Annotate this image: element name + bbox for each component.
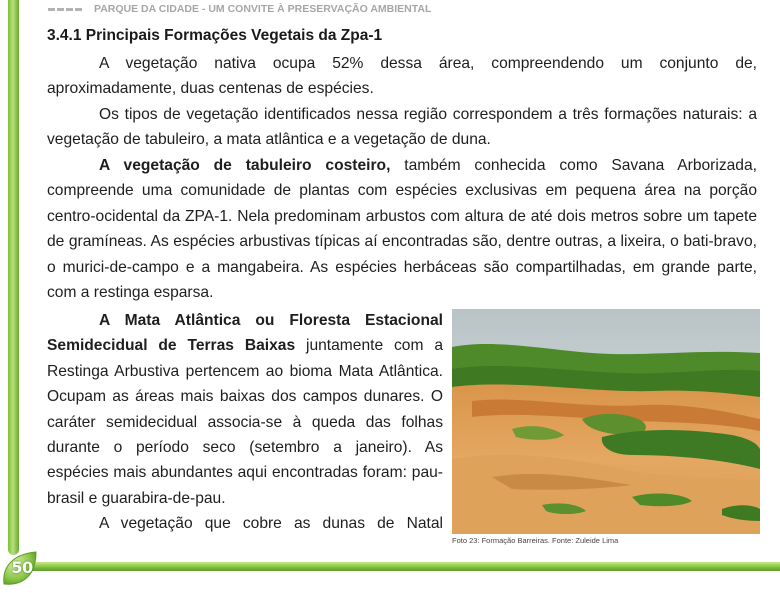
page-number: 50 <box>11 558 33 577</box>
paragraph-dunas: A vegetação que cobre as dunas de Natal <box>99 515 443 532</box>
running-header <box>48 3 431 15</box>
section-title: 3.4.1 Principais Formações Vegetais da Zpa-1 <box>47 27 383 44</box>
bottom-decorative-bar <box>12 562 780 571</box>
mata-atlantica-text: juntamente com a Restinga Arbustiva pertencem ao bioma Mata Atlântica. Ocupam as áreas mais baixas dos campos dunares. O caráter semidecidual associa-se à queda das folhas durante o período seco (setembro a janeiro). As espécies mais abundantes aqui encontradas foram: pau-brasil e guarabira-de-pau. <box>47 337 443 507</box>
running-title: PARQUE DA CIDADE - UM CONVITE À PRESERVAÇÃO AMBIENTAL <box>94 3 432 15</box>
paragraph-native-vegetation: A vegetação nativa ocupa 52% dessa área, compreendendo um conjunto de, aproximadamente, duas centenas de espécies. <box>47 55 757 98</box>
mata-atlantica-term: A Mata Atlântica ou Floresta Estacional Semidecidual de Terras Baixas <box>47 312 443 355</box>
tabuleiro-term: A vegetação de tabuleiro costeiro, <box>99 157 391 174</box>
paragraph-vegetation-types: Os tipos de vegetação identificados nessa região correspondem a três formações naturais: a vegetação de tabuleiro, a mata atlântica e a vegetação de duna. <box>47 106 757 149</box>
photo-caption: Foto 23: Formação Barreiras. Fonte: Zuleide Lima <box>452 536 619 545</box>
paragraph-tabuleiro <box>47 153 757 305</box>
header-dashes <box>48 8 82 11</box>
paragraph-mata-atlantica <box>47 308 443 511</box>
left-decorative-bar <box>8 0 19 555</box>
tabuleiro-text: também conhecida como Savana Arborizada, compreende uma comunidade de plantas com espécies exclusivas em pequena área na porção centro-ocidental da ZPA-1. Nela predominam arbustos com altura de até dois metros sobre um tapete de gramíneas. As espécies arbustivas típicas aí encontradas são, dentre outras, a lixeira, o bati-bravo, o murici-de-campo e a mangabeira. As espécies herbáceas são compartilhadas, em grande parte, com a restinga esparsa. <box>47 157 757 302</box>
photo-formacao-barreiras <box>452 309 760 534</box>
